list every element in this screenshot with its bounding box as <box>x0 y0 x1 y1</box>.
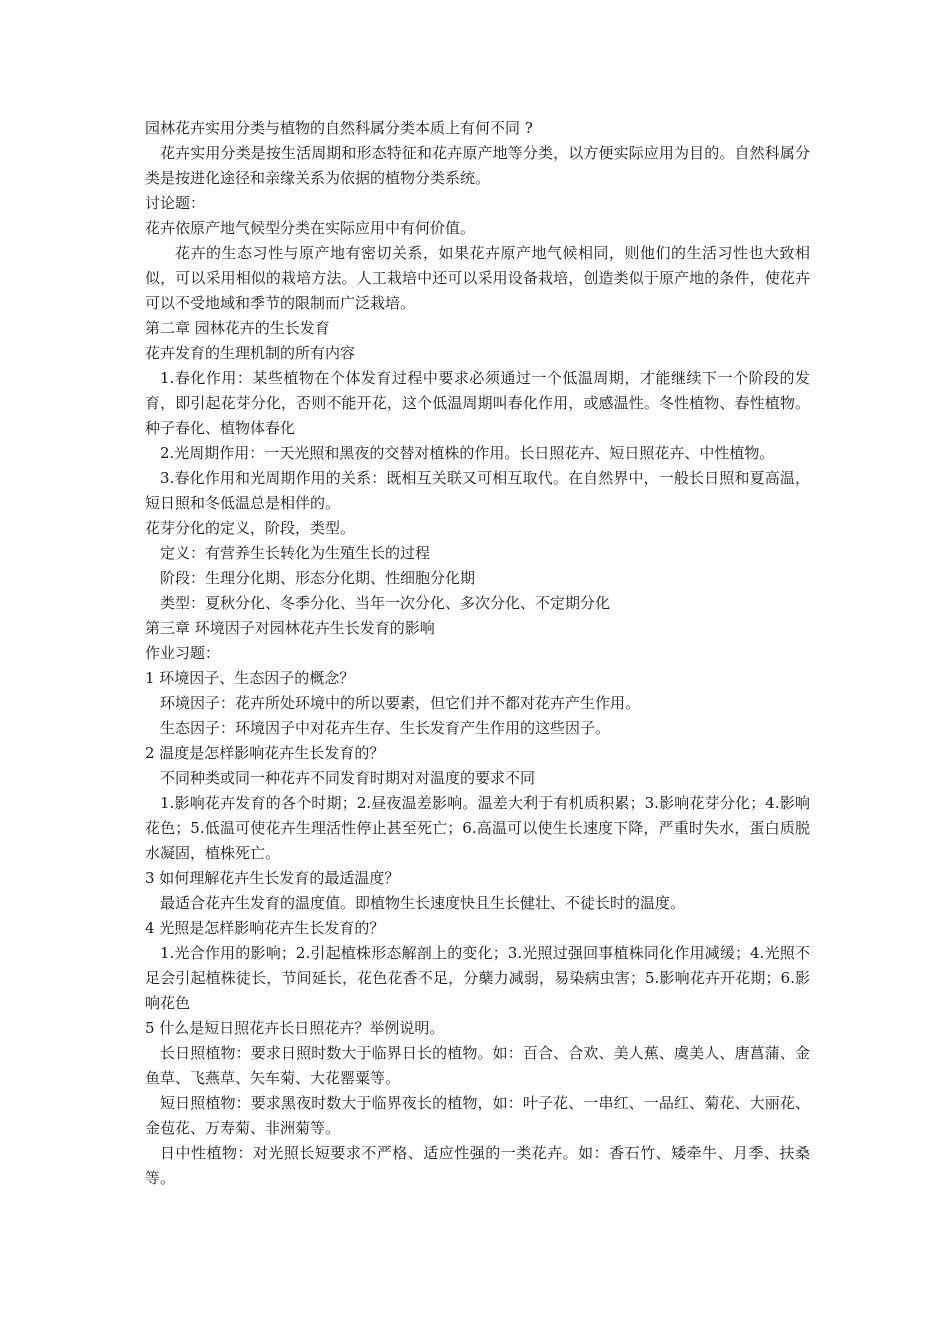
question-heading: 花芽分化的定义，阶段，类型。 <box>145 519 356 537</box>
question-heading: 园林花卉实用分类与植物的自然科属分类本质上有何不同 ? <box>145 119 533 137</box>
answer-paragraph: 最适合花卉生发育的温度值。即植物生长速度快且生长健壮、不徒长时的温度。 <box>160 894 686 912</box>
answer-paragraph: 花卉的生态习性与原产地有密切关系，如果花卉原产地气候相同，则他们的生活习性也大致相似，可以采用相似的栽培方法。人工栽培中还可以采用设备栽培，创造类似于原产地的条件，使花卉可以不受地域和季节的限制而广泛栽培。 <box>145 244 810 312</box>
answer-paragraph: 生态因子：环境因子中对花卉生存、生长发育产生作用的这些因子。 <box>160 719 611 737</box>
question-heading: 1 环境因子、生态因子的概念？ <box>145 669 355 687</box>
question-heading: 5 什么是短日照花卉长日照花卉？举例说明。 <box>145 1019 445 1037</box>
answer-paragraph: 短日照植物：要求黑夜时数大于临界夜长的植物，如：叶子花、一串红、一品红、菊花、大丽花、金苞花、万寿菊、非洲菊等。 <box>145 1094 810 1137</box>
answer-paragraph: 1.光合作用的影响；2.引起植株形态解剖上的变化；3.光照过强回事植株同化作用减缓；4.光照不足会引起植株徒长，节间延长，花色花香不足，分蘖力减弱，易染病虫害；5.影响花卉开花期；6.影响花色 <box>145 944 810 1012</box>
answer-paragraph: 3.春化作用和光周期作用的关系：既相互关联又可相互取代。在自然界中，一般长日照和夏高温，短日照和冬低温总是相伴的。 <box>145 469 810 512</box>
question-heading: 花卉依原产地气候型分类在实际应用中有何价值。 <box>145 219 476 237</box>
section-label: 作业习题： <box>145 644 221 662</box>
answer-paragraph: 1.影响花卉发育的各个时期；2.昼夜温差影响。温差大利于有机质积累；3.影响花芽分化；4.影响花色；5.低温可使花卉生理活性停止甚至死亡；6.高温可以使生长速度下降，严重时失水，蛋白质脱水凝固，植株死亡。 <box>145 794 810 862</box>
answer-paragraph: 阶段：生理分化期、形态分化期、性细胞分化期 <box>160 569 476 587</box>
answer-paragraph: 不同种类或同一种花卉不同发育时期对对温度的要求不同 <box>160 769 536 787</box>
answer-paragraph: 2.光周期作用：一天光照和黑夜的交替对植株的作用。长日照花卉、短日照花卉、中性植物。 <box>160 444 775 462</box>
answer-paragraph: 花卉实用分类是按生活周期和形态特征和花卉原产地等分类，以方便实际应用为目的。自然科属分类是按进化途径和亲缘关系为依据的植物分类系统。 <box>145 144 810 187</box>
answer-paragraph: 环境因子：花卉所处环境中的所以要素，但它们并不都对花卉产生作用。 <box>160 694 641 712</box>
document-page <box>145 116 810 1191</box>
answer-paragraph: 长日照植物：要求日照时数大于临界日长的植物。如：百合、合欢、美人蕉、虞美人、唐菖蒲、金鱼草、飞燕草、矢车菊、大花罂粟等。 <box>145 1044 810 1087</box>
answer-paragraph: 类型：夏秋分化、冬季分化、当年一次分化、多次分化、不定期分化 <box>160 594 611 612</box>
chapter-heading: 第二章 园林花卉的生长发育 <box>145 319 330 337</box>
question-heading: 4 光照是怎样影响花卉生长发育的？ <box>145 919 385 937</box>
answer-paragraph: 日中性植物：对光照长短要求不严格、适应性强的一类花卉。如：香石竹、矮牵牛、月季、扶桑等。 <box>145 1144 810 1187</box>
answer-paragraph: 1.春化作用：某些植物在个体发育过程中要求必须通过一个低温周期，才能继续下一个阶段的发育，即引起花芽分化，否则不能开花，这个低温周期叫春化作用，或感温性。冬性植物、春性植物。种子春化、植物体春化 <box>145 369 810 437</box>
answer-paragraph: 定义：有营养生长转化为生殖生长的过程 <box>160 544 431 562</box>
question-heading: 2 温度是怎样影响花卉生长发育的？ <box>145 744 385 762</box>
question-heading: 3 如何理解花卉生长发育的最适温度？ <box>145 869 400 887</box>
chapter-heading: 第三章 环境因子对园林花卉生长发育的影响 <box>145 619 435 637</box>
section-label: 讨论题： <box>145 194 206 212</box>
question-heading: 花卉发育的生理机制的所有内容 <box>145 344 356 362</box>
